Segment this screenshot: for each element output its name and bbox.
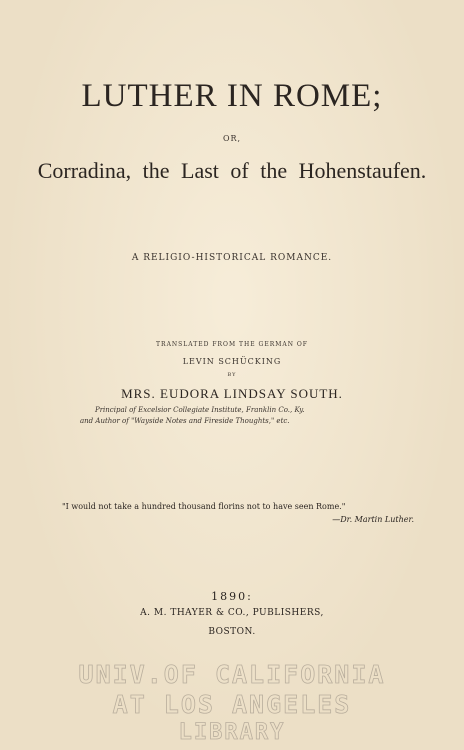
publication-city: BOSTON.	[208, 627, 256, 637]
book-title: LUTHER IN ROME;	[81, 78, 383, 114]
translator-description-2: and Author of "Wayside Notes and Fireside Thoughts," etc.	[80, 417, 290, 425]
book-subtitle: Corradina, the Last of the Hohenstaufen.	[37, 158, 427, 183]
genre-line: A RELIGIO-HISTORICAL ROMANCE.	[131, 253, 333, 263]
epigraph-attribution: —Dr. Martin Luther.	[332, 515, 414, 524]
library-stamp-line-1: UNIV.OF CALIFORNIA	[78, 660, 386, 689]
epigraph-quote: "I would not take a hundred thousand florins not to have seen Rome."	[62, 502, 346, 511]
translator-name: MRS. EUDORA LINDSAY SOUTH.	[121, 386, 343, 401]
publisher-line: A. M. THAYER & CO., PUBLISHERS,	[140, 608, 324, 618]
or-separator: OR,	[222, 134, 242, 143]
library-stamp-line-2: AT LOS ANGELES	[112, 690, 352, 719]
publication-year: 1890:	[211, 590, 253, 603]
original-author: LEVIN SCHÜCKING	[182, 357, 282, 366]
by-line: BY	[227, 372, 237, 378]
translated-from-line: TRANSLATED FROM THE GERMAN OF	[156, 341, 308, 348]
library-stamp-line-3: LIBRARY	[178, 720, 286, 745]
translator-description-1: Principal of Excelsior Collegiate Institute, Franklin Co., Ky.	[95, 406, 305, 414]
